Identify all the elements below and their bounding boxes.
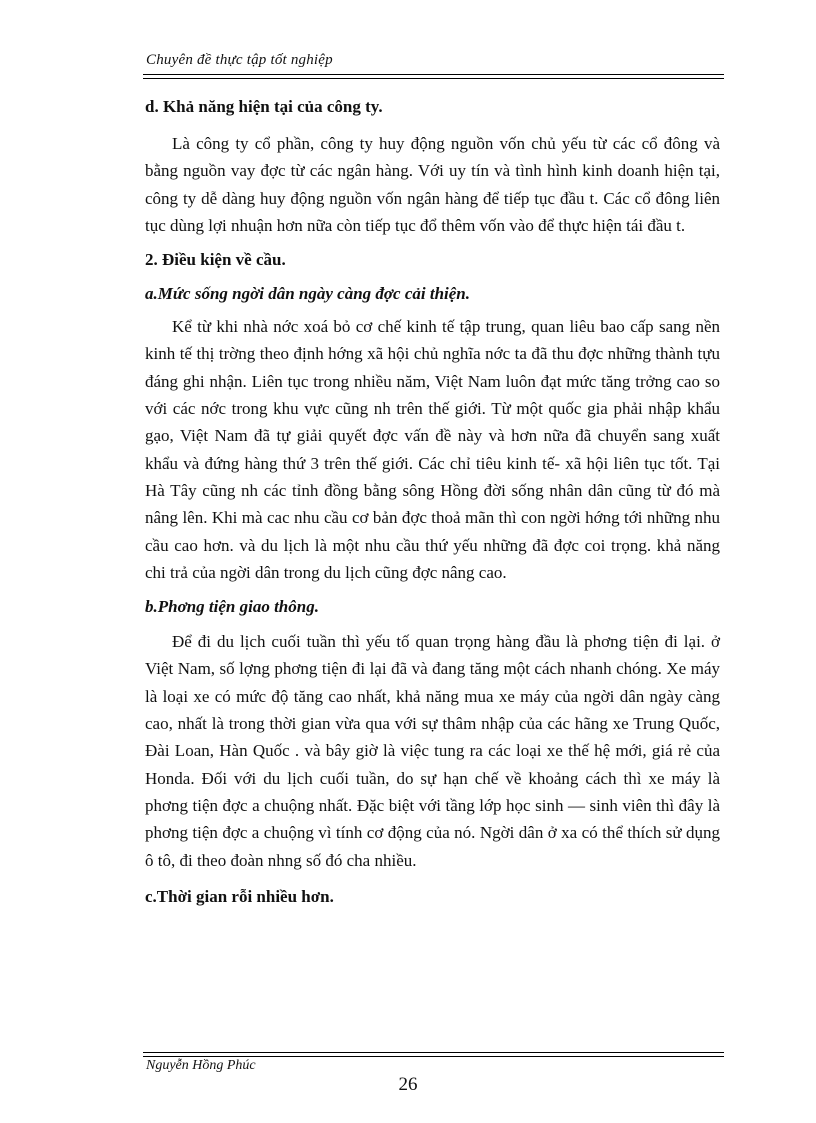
header-rule (143, 74, 724, 75)
header-title: Chuyên đề thực tập tốt nghiệp (146, 52, 333, 68)
page-number: 26 (398, 1074, 418, 1095)
document-body (145, 92, 720, 910)
section-2a-heading: a.Mức sống ngời dân ngày càng đợc cải thiện. (145, 284, 471, 304)
section-d-heading: d. Khả năng hiện tại của công ty. (145, 97, 383, 116)
section-2-heading: 2. Điều kiện về cầu. (145, 250, 286, 270)
footer-author: Nguyễn Hồng Phúc (146, 1058, 256, 1073)
section-2b-heading: b.Phơng tiện giao thông. (145, 597, 319, 617)
footer-rule (143, 1056, 724, 1057)
header-rule-thin (143, 78, 724, 79)
section-2a-paragraph: Kể từ khi nhà nớc xoá bỏ cơ chế kinh tế tập trung, quan liêu bao cấp sang nền kinh tế thị trờng theo định hớng xã hội chủ nghĩa nớc ta đã thu đợc những thành tựu đáng ghi nhận. Liên tục trong nhiều năm, Việt Nam luôn đạt mức tăng trởng cao so với các nớc trong khu vực cũng nh trên thế giới. Từ một quốc gia phải nhập khẩu gạo, Việt Nam đã tự giải quyết đợc vấn đề này và hơn nữa đã chuyển sang xuất khẩu và đứng hàng thứ 3 trên thế giới. Các chỉ tiêu kinh tế- xã hội liên tục tốt. Tại Hà Tây cũng nh các tỉnh đồng bằng sông Hồng đời sống nhân dân cũng từ đó mà nâng lên. Khi mà cac nhu cầu cơ bản đợc thoả mãn thì con ngời hớng tới những nhu cầu cao hơn. và du lịch là một nhu cầu thứ yếu những đã đợc coi trọng. khả năng chi trả của ngời dân trong du lịch cũng đợc nâng cao. (145, 317, 720, 582)
section-2c-heading: c.Thời gian rỗi nhiều hơn. (145, 886, 334, 906)
section-2b-paragraph: Để đi du lịch cuối tuần thì yếu tố quan trọng hàng đầu là phơng tiện đi lại. ở Việt Nam, số lợng phơng tiện đi lại đã và đang tăng một cách nhanh chóng. Xe máy là loại xe có mức độ tăng cao nhất, khả năng mua xe máy của ngời dân ngày càng cao, nhất là trong thời gian vừa qua với sự thâm nhập của các hãng xe Trung Quốc, Đài Loan, Hàn Quốc . và bây giờ là việc tung ra các loại xe thế hệ mới, giá rẻ của Honda. Đối với du lịch cuối tuần, do sự hạn chế về khoảng cách thì xe máy là phơng tiện đợc a chuộng nhất. Đặc biệt với tầng lớp học sinh — sinh viên thì đây là phơng tiện đợc a chuộng vì tính cơ động của nó. Ngời dân ở xa có thể thích sử dụng ô tô, đi theo đoàn nhng số đó cha nhiều. (145, 632, 720, 870)
footer-rule-thin (143, 1052, 724, 1053)
section-d-paragraph: Là công ty cổ phần, công ty huy động nguồn vốn chủ yếu từ các cổ đông và bằng nguồn vay đợc từ các ngân hàng. Với uy tín và tình hình kinh doanh hiện tại, công ty dễ dàng huy động nguồn vốn ngân hàng để tiếp tục đầu t. Các cổ đông liên tục dùng lợi nhuận hơn nữa còn tiếp tục đổ thêm vốn vào để thực hiện tái đầu t. (145, 134, 720, 235)
